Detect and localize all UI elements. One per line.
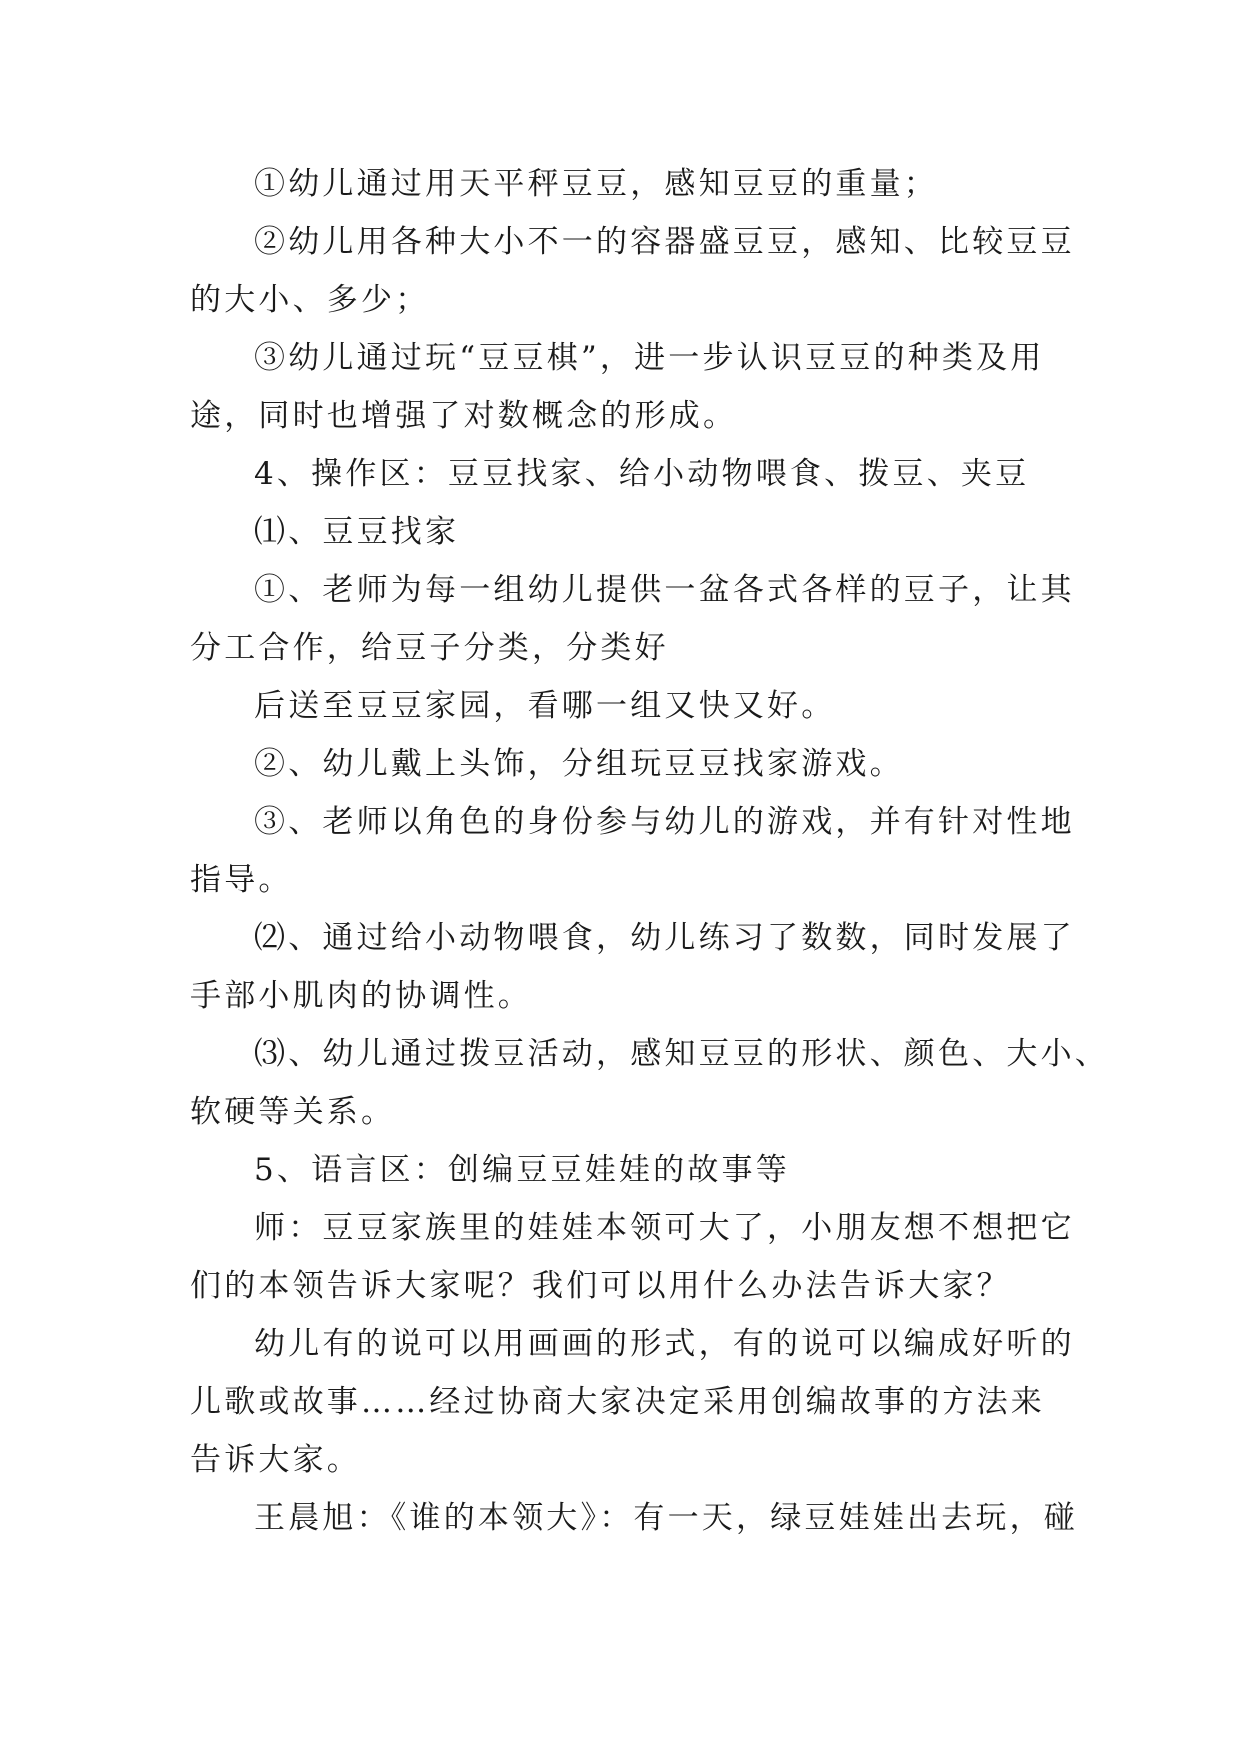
text-line: 途，同时也增强了对数概念的形成。 xyxy=(190,398,738,434)
text-line: ⑵、通过给小动物喂食，幼儿练习了数数，同时发展了 xyxy=(254,920,1075,956)
text-line: ③幼儿通过玩“豆豆棋”，进一步认识豆豆的种类及用 xyxy=(254,340,1045,376)
text-line: 们的本领告诉大家呢？我们可以用什么办法告诉大家？ xyxy=(190,1268,1011,1304)
text-line: ①、老师为每一组幼儿提供一盆各式各样的豆子，让其 xyxy=(254,572,1075,608)
text-line: 的大小、多少； xyxy=(190,282,430,318)
text-line: 手部小肌肉的协调性。 xyxy=(190,978,532,1014)
text-line: 分工合作，给豆子分类，分类好 xyxy=(190,630,669,666)
text-line: 指导。 xyxy=(190,862,293,898)
subsection-heading: ⑴、豆豆找家 xyxy=(254,514,460,550)
text-line: ③、老师以角色的身份参与幼儿的游戏，并有针对性地 xyxy=(254,804,1075,840)
text-line: ②幼儿用各种大小不一的容器盛豆豆，感知、比较豆豆 xyxy=(254,224,1075,260)
text-line: 师：豆豆家族里的娃娃本领可大了，小朋友想不想把它 xyxy=(254,1210,1075,1246)
text-line: 软硬等关系。 xyxy=(190,1094,396,1130)
section-heading: 5、语言区：创编豆豆娃娃的故事等 xyxy=(254,1152,790,1188)
text-line: ⑶、幼儿通过拨豆活动，感知豆豆的形状、颜色、大小、 xyxy=(254,1036,1109,1072)
document-body xyxy=(190,155,1109,1547)
text-line: ①幼儿通过用天平秤豆豆，感知豆豆的重量； xyxy=(254,166,938,202)
text-line: 告诉大家。 xyxy=(190,1442,361,1478)
text-line: 幼儿有的说可以用画画的形式，有的说可以编成好听的 xyxy=(254,1326,1075,1362)
section-heading: 4、操作区：豆豆找家、给小动物喂食、拨豆、夹豆 xyxy=(254,456,1030,492)
text-line: 王晨旭：《谁的本领大》：有一天，绿豆娃娃出去玩，碰 xyxy=(254,1500,1078,1536)
text-line: 儿歌或故事……经过协商大家决定采用创编故事的方法来 xyxy=(190,1384,1045,1420)
text-line: ②、幼儿戴上头饰，分组玩豆豆找家游戏。 xyxy=(254,746,904,782)
text-line: 后送至豆豆家园，看哪一组又快又好。 xyxy=(254,688,836,724)
